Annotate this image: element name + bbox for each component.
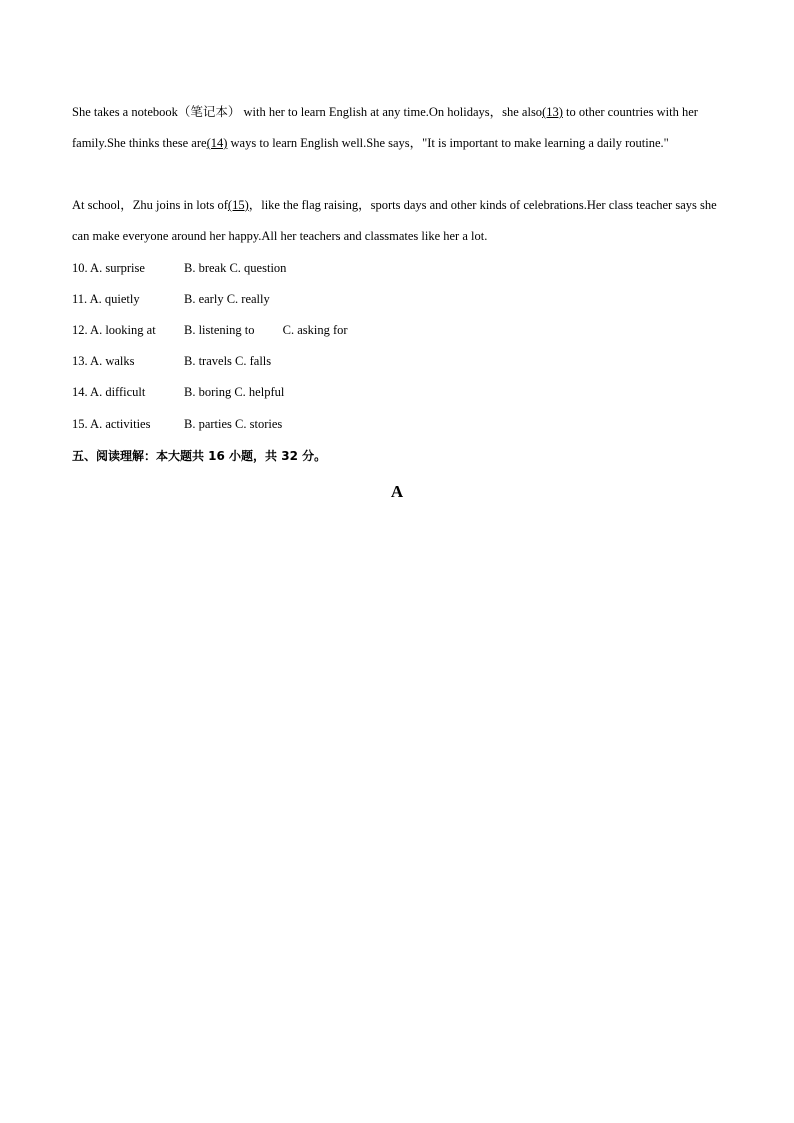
- option-bc: B. early C. really: [184, 292, 270, 306]
- option-a: 10. A. surprise: [72, 261, 145, 275]
- passage-paragraph-1: [72, 97, 722, 159]
- passage-text: ways to learn English well.She says，"It is important to make learning a daily routine.": [227, 136, 669, 150]
- option-a: 12. A. looking at: [72, 323, 156, 337]
- blank-13: (13): [542, 105, 563, 119]
- option-a: 15. A. activities: [72, 417, 151, 431]
- blank-14: (14): [206, 136, 228, 150]
- option-bc: B. boring C. helpful: [184, 385, 285, 399]
- option-bc: B. listening to C. asking for: [184, 323, 348, 337]
- blank-15: (15): [227, 198, 249, 212]
- section-heading: 五、阅读理解：本大题共 16 小题，共 32 分。: [72, 449, 327, 463]
- option-a: 13. A. walks: [72, 354, 135, 368]
- option-bc: B. travels C. falls: [184, 354, 272, 368]
- option-a: 14. A. difficult: [72, 385, 146, 399]
- part-label: A: [390, 482, 404, 501]
- option-bc: B. break C. question: [184, 261, 287, 275]
- passage-paragraph-2: [72, 190, 722, 252]
- passage-text: ，like the flag raising，sports days and other kinds of celebrations.Her class teacher says she can make everyone around her happy.All her teachers and classmates like her a lot.: [72, 198, 717, 243]
- passage-text: to other countries with her family.She thinks these are: [72, 105, 698, 150]
- option-a: 11. A. quietly: [72, 292, 140, 306]
- option-bc: B. parties C. stories: [184, 417, 283, 431]
- passage-text: At school，Zhu joins in lots of: [72, 198, 228, 212]
- passage-text: She takes a notebook（笔记本） with her to learn English at any time.On holidays，she also: [72, 105, 543, 119]
